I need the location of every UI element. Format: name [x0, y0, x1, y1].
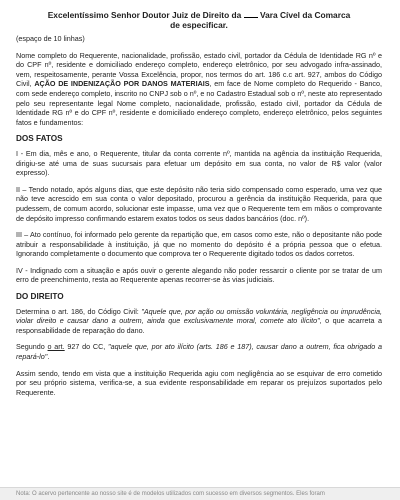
title-line2: de especificar.	[170, 20, 228, 30]
direito-p1-quote: "Aquele que, por ação ou omissão voluntária, negligência ou imprudência, violar direito e causar dano a outrem, ainda que exclusivamente moral, comete ato ilícito"	[16, 306, 382, 326]
article-link[interactable]: o art.	[47, 342, 65, 352]
direito-p2-middle: 927 do CC,	[64, 342, 109, 352]
fatos-paragraph-3: III – Ato contínuo, foi informado pelo gerente da repartição que, em casos como este, não o depositante não pode atribuir a responsabilidade à instituição, já que no momento do depósito é a própria pessoa que o efetua. Ignorando completamente o documento que comprova ter o Requerente digitado todos os dados corretos.	[16, 230, 382, 259]
direito-p2-before: Segundo	[16, 342, 48, 352]
blank-line	[244, 10, 258, 18]
direito-paragraph-3: Assim sendo, tendo em vista que a instituição Requerida agiu com negligência ao se esquivar de erro cometido por seu próprio sistema, verifica-se, a sua evidente responsabilidade em reparar os prejuízos suportados pelo Requerente.	[16, 368, 382, 397]
document-page	[16, 10, 382, 404]
title-part1: Excelentíssimo Senhor Doutor Juiz de Direito da	[47, 10, 242, 20]
direito-p2-quote: "aquele que, por ato ilícito (arts. 186 e 187), causar dano a outrem, fica obrigado a repará-lo"	[16, 342, 382, 362]
footer-note-bar	[0, 487, 400, 500]
intro-action-title: AÇÃO DE INDENIZAÇÃO POR DANOS MATERIAIS	[34, 79, 210, 89]
section-heading-direito: DO DIREITO	[16, 292, 64, 302]
document-title	[30, 10, 368, 30]
section-heading-fatos: DOS FATOS	[16, 134, 63, 144]
fatos-paragraph-2: II – Tendo notado, após alguns dias, que este depósito não teria sido compensado como esperado, uma vez que não teve acrescido em sua conta o valor depositado, procurou a gerência da instituição Requerida, para que pudessem, de comum acordo, solucionar este impasse, uma vez que o Requerente tem em mãos o comprovante de depósito impresso confirmando estarem exatos todos os seus dados bancários (doc. nº).	[16, 184, 382, 223]
space-note: (espaço de 10 linhas)	[16, 34, 85, 43]
direito-p1-before: Determina o art. 186, do Código Civil:	[16, 306, 142, 316]
footer-note: Nota: O acervo pertencente ao nosso site é de modelos utilizados com sucesso em diversos segmentos. Eles foram	[16, 491, 325, 497]
direito-p2-after: .	[47, 352, 50, 362]
title-part2: Vara Cível da Comarca	[259, 10, 351, 20]
direito-paragraph-2	[16, 342, 382, 361]
direito-paragraph-1	[16, 307, 382, 336]
intro-text-after: , em face de Nome completo do Requerido - Banco, com sede endereço completo, inscrito no CNPJ sob o nº, e no Cadastro Estadual sob o nº, neste ato representado pelo seu representante legal Nome completo, nacionalidade, profissão, estado civil, portador da Cédula de Identidade RG nº e do CPF nº, residente e domiciliado endereço completo, endereço eletrônico, pelos seguintes fatos e fundamentos:	[16, 79, 382, 127]
fatos-paragraph-1: I - Em dia, mês e ano, o Requerente, titular da conta corrente nº, mantida na agência da instituição Requerida, dirigiu-se até uma de suas sucursais para efetuar um depósito em sua conta, no valor de R$ valor (valor expresso).	[16, 148, 382, 178]
direito-p1-after: , o que acarreta a responsabilidade de reparação do dano.	[16, 316, 382, 335]
intro-paragraph	[16, 51, 382, 128]
intro-text-before: Nome completo do Requerente, nacionalidade, profissão, estado civil, portador da Cédula de Identidade RG nº e do CPF nº, residente e domiciliado endereço completo, endereço eletrônico, por seu advogado infra-assinado, vem, respeitosamente, perante Vossa Excelência, propor, nos termos do art. 186 c.c art. 927, ambos do Código Civil,	[16, 50, 382, 89]
fatos-paragraph-4: IV - Indignado com a situação e após ouvir o gerente alegando não poder ressarcir o cliente por se tratar de um erro de preenchimento, resta ao Requerente apenas recorrer-se às vias judiciais.	[16, 265, 382, 285]
